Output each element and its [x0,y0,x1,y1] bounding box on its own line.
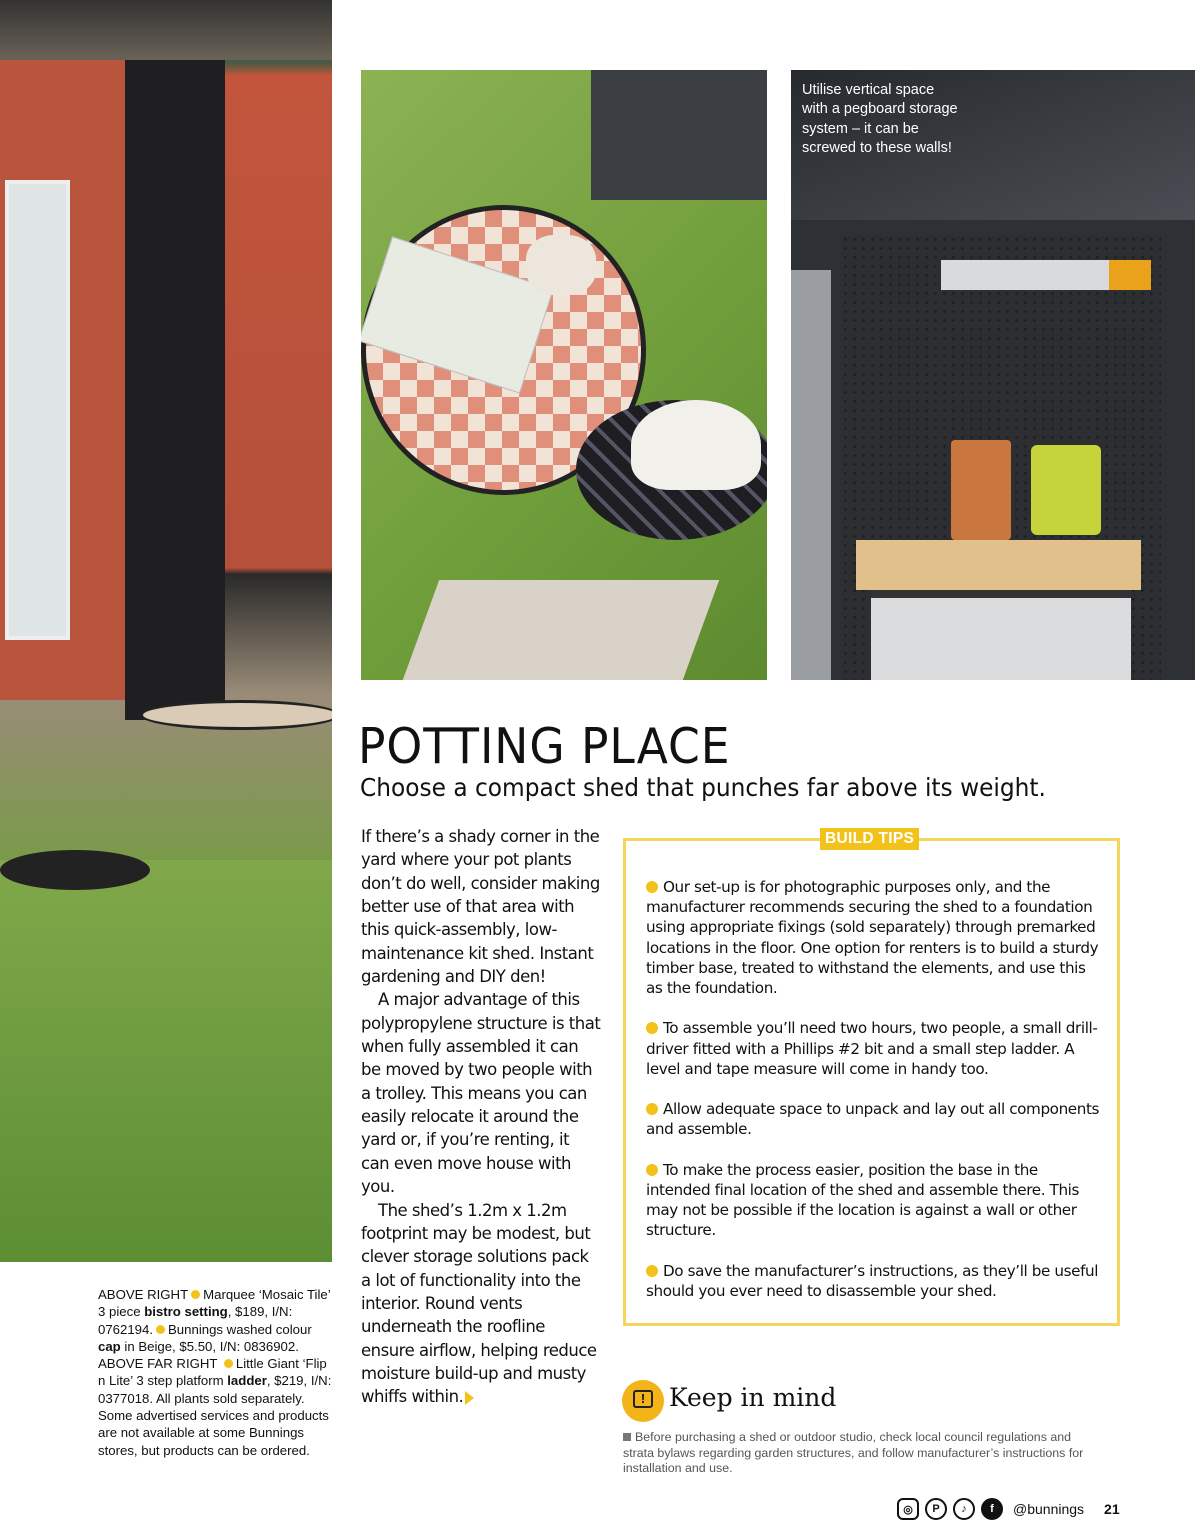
body-copy [361,825,601,1409]
bullet-icon [646,1103,658,1115]
body-paragraph-text: The shed’s 1.2m x 1.2m footprint may be modest, but clever storage solutions pack a lot of functionality into the interior. Round vents underneath the roofline ensure airflow, helping reduce moisture build-up and musty whiffs within. [361,1200,597,1407]
photo-overlay-note: Utilise vertical space with a pegboard storage system – it can be screwed to these walls! [802,82,958,156]
caption-bold: bistro setting [144,1304,228,1320]
footer [897,1498,1120,1520]
tip-item [646,1018,1106,1079]
bullet-icon [156,1325,165,1334]
facebook-icon[interactable]: f [981,1498,1003,1520]
caption-bold: cap [98,1338,121,1354]
tip-item [646,1160,1106,1241]
keep-in-mind-title: Keep in mind [669,1383,837,1412]
tip-text: Allow adequate space to unpack and lay out all components and assemble. [646,1100,1100,1139]
instagram-icon[interactable]: ◎ [897,1498,919,1520]
pinterest-icon[interactable]: P [925,1498,947,1520]
caption-text: Bunnings washed colour [168,1321,312,1337]
body-paragraph: If there’s a shady corner in the yard where your pot plants don’t do well, consider making better use of that area with this quick-assembly, low-maintenance kit shed. Instant gardening and DIY den! [361,827,600,987]
bullet-icon [224,1359,233,1368]
square-bullet-icon [623,1433,631,1441]
caption-text: Little Giant ‘Flip n Lite’ 3 step platform [98,1356,327,1389]
social-handle[interactable]: @bunnings [1013,1501,1085,1517]
page-number: 21 [1104,1501,1120,1517]
page-subtitle: Choose a compact shed that punches far above its weight. [360,773,1046,802]
caption-text: ABOVE RIGHT [98,1287,189,1302]
exclamation-speech-icon: ! [622,1380,664,1422]
keep-in-mind-body: Before purchasing a shed or outdoor studio, check local council regulations and strata bylaws regarding garden structures, and follow manufacturer’s instructions for installation and use. [623,1430,1084,1476]
caption-text: , $219, I/N: 0377018. All plants sold separately. Some advertised services and products are not available at some Bunnings stores, but products can be ordered. [98,1373,332,1458]
tip-item [646,877,1106,998]
photo-caption [98,1286,333,1459]
build-tips-list [646,877,1106,1321]
keep-in-mind-text [623,1430,1093,1477]
build-tips-label: BUILD TIPS [820,828,919,850]
photo-mosaic-table-cap [361,70,767,680]
tip-text: Do save the manufacturer’s instructions, as they’ll be useful should you ever need to disassemble your shed. [646,1261,1099,1300]
page-title: POTTING PLACE [358,718,731,775]
bullet-icon [191,1290,200,1299]
tiktok-icon[interactable]: ♪ [953,1498,975,1520]
tip-item [646,1099,1106,1139]
body-paragraph [361,1199,601,1409]
photo-bistro-setting-patio [0,0,332,1262]
bullet-icon [646,881,658,893]
bullet-icon [646,1164,658,1176]
caption-text: , $189, I/N: 0762194. [98,1304,293,1337]
tip-text: To make the process easier, position the base in the intended final location of the shed and assemble there. This may not be possible if the location is against a wall or other structure. [646,1160,1079,1240]
tip-text: To assemble you’ll need two hours, two people, a small drill-driver fitted with a Phillips #2 bit and a small step ladder. A level and tape measure will come in handy too. [646,1019,1098,1078]
caption-text: in Beige, $5.50, I/N: 0836902. ABOVE FAR RIGHT [98,1338,299,1372]
caption-text: Marquee ‘Mosaic Tile’ 3 piece [98,1287,331,1320]
body-paragraph: A major advantage of this polypropylene structure is that when fully assembled it can be moved by two people with a trolley. This means you can easily relocate it around the yard or, if you’re renting, it can even move house with you. [361,990,601,1197]
bullet-icon [646,1265,658,1277]
photo-shed-pegboard-interior [791,70,1195,680]
tip-text: Our set-up is for photographic purposes only, and the manufacturer recommends securing the shed to a foundation using appropriate fixings (sold separately) through premarked locations in the floor. One option for renters is to build a sturdy timber base, treated to withstand the elements, and use this as the foundation. [646,878,1099,998]
tip-item [646,1261,1106,1301]
caption-bold: ladder [227,1373,267,1389]
end-arrow-icon [465,1391,474,1405]
bullet-icon [646,1022,658,1034]
